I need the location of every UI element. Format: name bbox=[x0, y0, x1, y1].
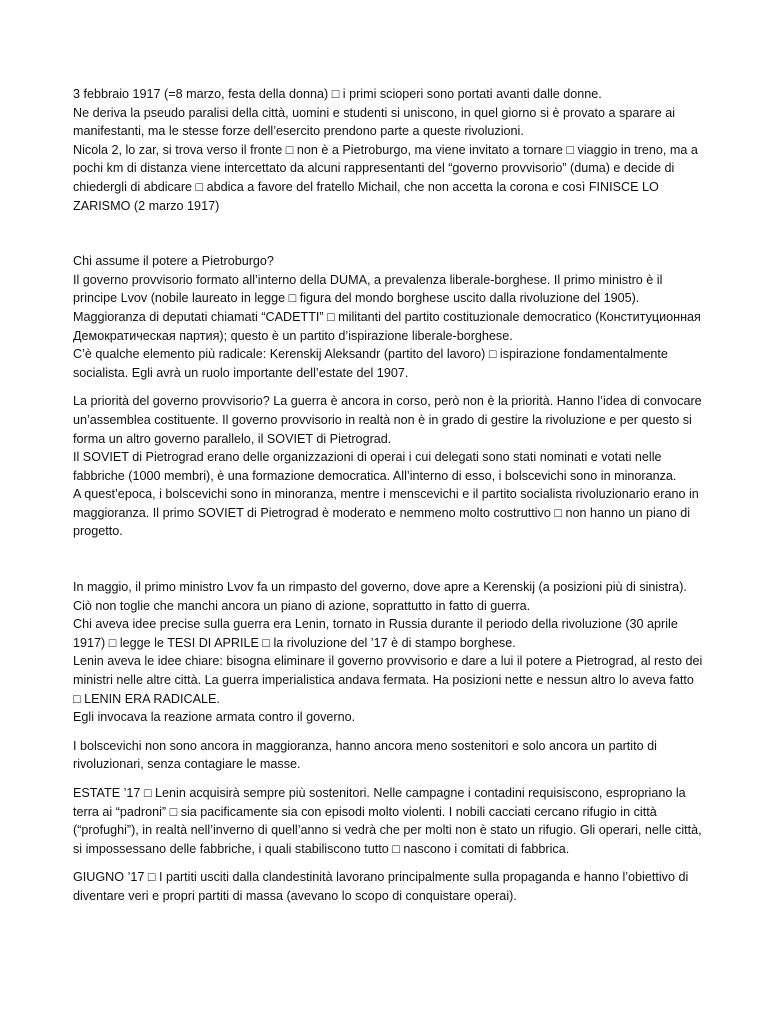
paragraph-summer-17: ESTATE ’17 □ Lenin acquisirà sempre più sostenitori. Nelle campagne i contadini requisiscono, espropriano la terra ai “padroni” □ sia pacificamente sia con episodi molto violenti. I nobili cacciati cercano rifugio in città (“profughi”), in realtà nell’inverno di quell’anno si vedrà che per molti non è stato un rifugio. Gli operari, nelle città, si impossessano delle fabbriche, i quali stabiliscono tutto □ nascono i comitati di fabbrica. bbox=[73, 786, 702, 856]
document-page bbox=[73, 85, 703, 906]
paragraph-provisional-government: Chi assume il potere a Pietroburgo? Il governo provvisorio formato all’interno della DUMA, a prevalenza liberale-borghese. Il primo ministro è il principe Lvov (nobile laureato in legge □ figura del mondo borghese uscito dalla rivoluzione del 1905). Maggioranza di deputati chiamati “CADETTI” □ militanti del partito costituzionale democratico (Конституционная Демократическая партия); questo è un partito d’ispirazione liberale-borghese. C’è qualche elemento più radicale: Kerenskij Aleksandr (partito del lavoro) □ ispirazione fondamentalmente socialista. Egli avrà un ruolo importante dell’estate del 1907. bbox=[73, 254, 701, 380]
paragraph-february-strikes: 3 febbraio 1917 (=8 marzo, festa della donna) □ i primi scioperi sono portati avanti dalle donne. Ne deriva la pseudo paralisi della città, uomini e studenti si uniscono, in quel giorno si è provato a sparare ai manifestanti, ma le stesse forze dell’esercito prendono parte a queste rivoluzioni. Nicola 2, lo zar, si trova verso il fronte □ non è a Pietroburgo, ma viene invitato a tornare □ viaggio in treno, ma a pochi km di distanza viene intercettato da alcuni rappresentanti del “governo provvisorio” (duma) e decide di chiedergli di abdicare □ abdica a favore del fratello Michail, che non accetta la corona e così FINISCE LO ZARISMO (2 marzo 1917) bbox=[73, 87, 698, 213]
paragraph-june-17: GIUGNO ’17 □ I partiti usciti dalla clandestinità lavorano principalmente sulla propaganda e hanno l’obiettivo di diventare veri e propri partiti di massa (avevano lo scopo di conquistare operai). bbox=[73, 870, 689, 903]
paragraph-lenin-april-theses: In maggio, il primo ministro Lvov fa un rimpasto del governo, dove apre a Kerenskij (a posizioni più di sinistra). Ciò non toglie che manchi ancora un piano di azione, soprattutto in fatto di guerra. Chi aveva idee precise sulla guerra era Lenin, tornato in Russia durante il periodo della rivoluzione (30 aprile 1917) □ legge le TESI DI APRILE □ la rivoluzione del ’17 è di stampo borghese. Lenin aveva le idee chiare: bisogna eliminare il governo provvisorio e dare a lui il potere a Pietrograd, al resto dei ministri nelle altre città. La guerra imperialistica andava fermata. Ha posizioni nette e nessun altro lo aveva fatto □ LENIN ERA RADICALE. Egli invocava la reazione armata contro il governo. bbox=[73, 580, 703, 725]
paragraph-soviet-pietrograd: La priorità del governo provvisorio? La guerra è ancora in corso, però non è la priorità. Hanno l’idea di convocare un’assemblea costituente. Il governo provvisorio in realtà non è in grado di gestire la rivoluzione e per questo si forma un altro governo parallelo, il SOVIET di Pietrograd. Il SOVIET di Pietrograd erano delle organizzazioni di operai i cui delegati sono stati nominati e votati nelle fabbriche (1000 membri), è una formazione democratica. All’interno di esso, i bolscevichi sono in minoranza. A quest’epoca, i bolscevichi sono in minoranza, mentre i menscevichi e il partito socialista rivoluzionario erano in maggioranza. Il primo SOVIET di Pietrograd è moderato e nemmeno molto costruttivo □ non hanno un piano di progetto. bbox=[73, 394, 702, 539]
paragraph-bolsheviks-minority: I bolscevichi non sono ancora in maggioranza, hanno ancora meno sostenitori e solo ancora un partito di rivoluzionari, senza contagiare le masse. bbox=[73, 738, 657, 772]
